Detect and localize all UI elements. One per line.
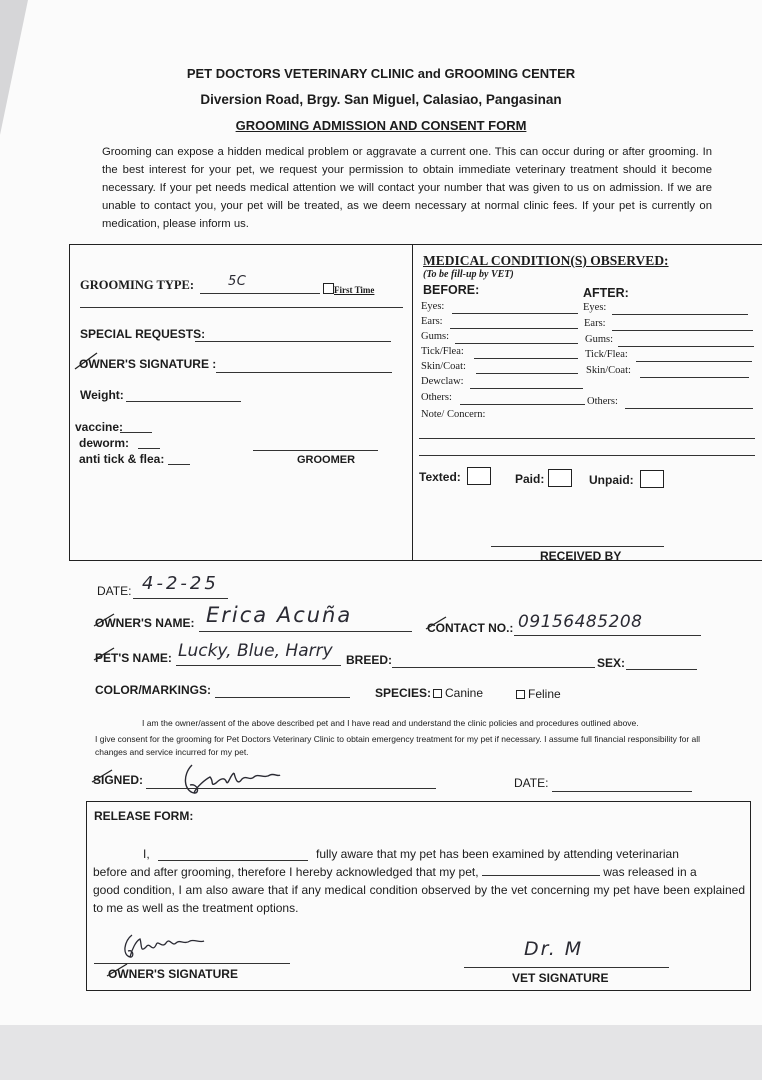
special-requests-label: SPECIAL REQUESTS: xyxy=(80,327,206,341)
feline-checkbox[interactable] xyxy=(516,690,525,699)
before-gums-label: Gums: xyxy=(421,331,450,342)
release-owner-sig-label: OWNER'S SIGNATURE xyxy=(108,967,238,981)
vaccine-line[interactable] xyxy=(120,432,152,433)
after-gums-line[interactable] xyxy=(618,346,754,347)
after-tick-label: Tick/Flea: xyxy=(585,349,628,360)
medical-title: MEDICAL CONDITION(S) OBSERVED: xyxy=(423,253,669,268)
sex-label: SEX: xyxy=(597,656,626,670)
pet-name-label: PET'S NAME: xyxy=(95,651,172,665)
after-label: AFTER: xyxy=(583,286,629,300)
note-line-2[interactable] xyxy=(419,455,755,456)
weight-label: Weight: xyxy=(80,388,124,402)
date-line xyxy=(133,598,228,599)
pet-name-line xyxy=(176,665,341,666)
release-pet-line[interactable] xyxy=(482,865,600,876)
before-dewclaw-label: Dewclaw: xyxy=(421,376,464,387)
canine-checkbox[interactable] xyxy=(433,689,442,698)
first-time-label: First Time xyxy=(334,285,375,295)
breed-label: BREED: xyxy=(346,653,393,667)
special-requests-line[interactable] xyxy=(195,341,391,342)
paid-checkbox[interactable] xyxy=(548,469,572,487)
anti-tick-line[interactable] xyxy=(168,464,190,465)
release-text-start: fully aware that my pet has been examined by attending veterinarian xyxy=(316,847,679,861)
received-by-line[interactable] xyxy=(491,546,664,547)
grooming-extra-line xyxy=(80,307,403,308)
consent-date-line[interactable] xyxy=(552,791,692,792)
contact-value[interactable]: 09156485208 xyxy=(518,612,643,632)
owner-name-value[interactable]: Erica Acuña xyxy=(206,603,353,627)
consent-line-1: I am the owner/assent of the above described pet and I have read and understand the clinic policies and procedures outlined above. xyxy=(142,718,639,728)
feline-label: Feline xyxy=(528,687,561,701)
form-title: GROOMING ADMISSION AND CONSENT FORM xyxy=(235,118,527,133)
anti-tick-label: anti tick & flea: xyxy=(79,452,165,466)
before-tick-line[interactable] xyxy=(474,358,578,359)
release-i-label: I, xyxy=(143,847,150,861)
vaccine-label: vaccine: xyxy=(75,420,124,434)
clinic-address: Diversion Road, Brgy. San Miguel, Calasiao, Pangasinan xyxy=(200,92,562,107)
owner-signature-image xyxy=(180,757,290,799)
release-text-line-3: good condition, I am also aware that if any medical condition observed by the vet concerning my pet have been explained to me as well as the treatment options. xyxy=(93,883,745,915)
vet-sig-label: VET SIGNATURE xyxy=(512,971,609,985)
texted-label: Texted: xyxy=(419,470,461,484)
owner-name-line xyxy=(199,631,412,632)
canine-label: Canine xyxy=(445,686,484,700)
before-ears-line[interactable] xyxy=(450,328,578,329)
before-eyes-label: Eyes: xyxy=(421,301,445,312)
grooming-type-value[interactable]: 5C xyxy=(228,274,247,289)
after-skin-label: Skin/Coat: xyxy=(586,365,631,376)
consent-line-2: I give consent for the grooming for Pet Doctors Veterinary Clinic to obtain emergency treatment for my pet if necessary. I assume full financial responsibility for all changes and service incurred for my pet. xyxy=(95,734,701,757)
strike-mark-icon xyxy=(106,962,128,978)
color-markings-line[interactable] xyxy=(215,697,350,698)
owner-signature-line[interactable] xyxy=(216,372,392,373)
before-skin-label: Skin/Coat: xyxy=(421,361,466,372)
sex-line[interactable] xyxy=(626,669,697,670)
color-markings-label: COLOR/MARKINGS: xyxy=(95,683,211,697)
medical-subtitle: (To be fill-up by VET) xyxy=(423,269,514,280)
strike-mark-icon xyxy=(425,615,447,631)
after-tick-line[interactable] xyxy=(636,361,752,362)
before-skin-line[interactable] xyxy=(476,373,578,374)
after-ears-line[interactable] xyxy=(612,330,753,331)
before-ears-label: Ears: xyxy=(421,316,443,327)
date-value[interactable]: 4-2-25 xyxy=(142,573,219,594)
signed-label: SIGNED: xyxy=(93,773,144,787)
paid-label: Paid: xyxy=(515,472,545,486)
groomer-label: GROOMER xyxy=(297,454,356,466)
release-owner-signature-image xyxy=(118,929,213,965)
unpaid-checkbox[interactable] xyxy=(640,470,664,488)
before-dewclaw-line[interactable] xyxy=(470,388,583,389)
deworm-line[interactable] xyxy=(138,448,160,449)
consent-date-label: DATE: xyxy=(514,776,549,790)
before-tick-label: Tick/Flea: xyxy=(421,346,464,357)
strike-mark-icon xyxy=(93,612,115,628)
intro-paragraph: Grooming can expose a hidden medical problem or aggravate a current one. This can occur during or after grooming. In the best interest for your pet, we request your permission to obtain immediate veterinary treatment should it become necessary. If your pet needs medical attention we will contact your number that was given to us on admission. If we are unable to contact you, your pet will be treated, as we deem necessary at normal clinic fees. If your pet is currently on medication, please inform us. xyxy=(102,146,712,230)
before-label: BEFORE: xyxy=(423,283,480,297)
before-eyes-line[interactable] xyxy=(452,313,578,314)
scan-background xyxy=(0,1025,762,1080)
texted-checkbox[interactable] xyxy=(467,467,491,485)
deworm-label: deworm: xyxy=(79,436,130,450)
release-text-line-2: before and after grooming, therefore I hereby acknowledged that my pet, was released in a xyxy=(93,865,697,879)
grooming-type-label: GROOMING TYPE: xyxy=(80,278,195,292)
after-ears-label: Ears: xyxy=(584,318,606,329)
after-others-label: Others: xyxy=(587,396,618,407)
strike-mark-icon xyxy=(74,352,98,370)
release-name-line[interactable] xyxy=(158,860,308,861)
after-gums-label: Gums: xyxy=(585,334,614,345)
received-by-label: RECEIVED BY xyxy=(540,549,622,563)
note-label: Note/ Concern: xyxy=(421,409,486,420)
note-line-1[interactable] xyxy=(419,438,755,439)
before-gums-line[interactable] xyxy=(455,343,578,344)
pet-name-value[interactable]: Lucky, Blue, Harry xyxy=(178,641,333,661)
vet-signature-value: Dr. M xyxy=(524,938,584,960)
contact-label: CONTACT NO.: xyxy=(427,621,514,635)
unpaid-label: Unpaid: xyxy=(589,473,634,487)
contact-line xyxy=(514,635,701,636)
after-eyes-line[interactable] xyxy=(612,314,748,315)
clinic-name: PET DOCTORS VETERINARY CLINIC and GROOMING CENTER xyxy=(186,66,576,81)
breed-line[interactable] xyxy=(392,667,595,668)
first-time-checkbox[interactable] xyxy=(323,283,334,294)
before-others-label: Others: xyxy=(421,392,452,403)
weight-line[interactable] xyxy=(126,401,241,402)
before-others-line[interactable] xyxy=(460,404,585,405)
species-label: SPECIES: xyxy=(375,686,432,700)
release-title: RELEASE FORM: xyxy=(94,809,194,823)
after-others-line[interactable] xyxy=(625,408,753,409)
after-skin-line[interactable] xyxy=(640,377,749,378)
strike-mark-icon xyxy=(91,768,113,784)
after-eyes-label: Eyes: xyxy=(583,302,607,313)
date-label: DATE: xyxy=(97,584,132,598)
strike-mark-icon xyxy=(93,646,115,662)
owner-name-label: OWNER'S NAME: xyxy=(95,616,195,630)
owner-signature-label: OWNER'S SIGNATURE : xyxy=(79,357,217,371)
groomer-line[interactable] xyxy=(253,450,378,451)
vet-sig-line[interactable] xyxy=(464,967,669,968)
grooming-type-line xyxy=(200,293,320,294)
